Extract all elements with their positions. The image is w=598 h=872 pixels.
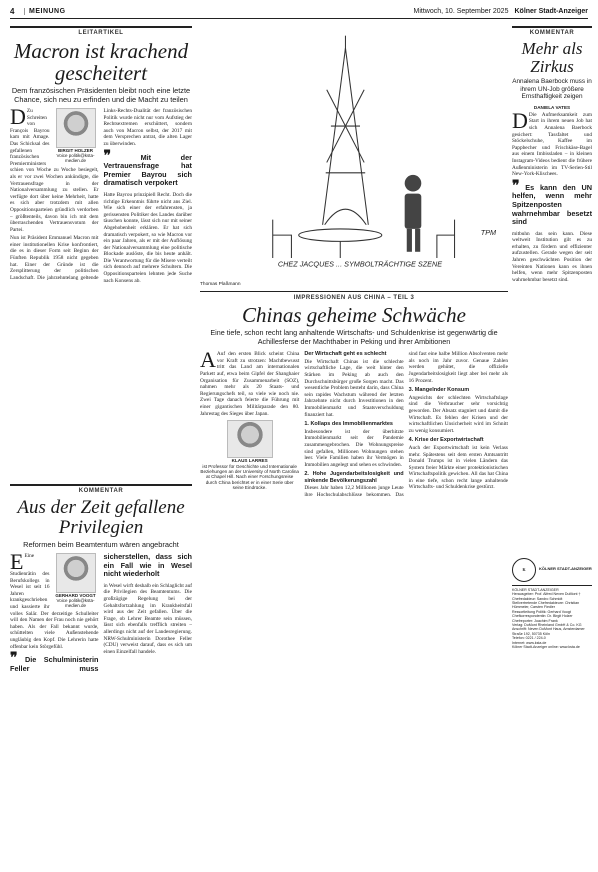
leitartikel-body	[10, 104, 192, 478]
leitartikel-headline: Macron ist krachend gescheitert	[13, 39, 189, 85]
impressum-logo-text: KÖLNER STADT-ANZEIGER	[539, 566, 592, 572]
section-label: MEINUNG	[24, 8, 66, 15]
author-name: DANIELA VATES	[533, 104, 571, 110]
impressum-line: Chefkorrespondentin: Dr. Birgit Holzer	[512, 614, 573, 619]
kommentar-body	[512, 112, 592, 552]
impressum-line: Ressortleitung Politik: Gerhard Voogt	[512, 609, 571, 614]
impressum-line: Telefon: 0221 / 224-0	[512, 636, 546, 641]
cartoon-illustration	[200, 26, 508, 276]
author-role: Voice politik@ksta-medien.de	[56, 153, 95, 163]
paragraph: Eine Studienrätin des Berufskollegs in Wesel ist seit 16 Jahren krankgeschrieben und kassierte ihr volles Salär. Der derzeitige Schulleiter will den Namen der Frau noch nie gehört haben. Als der Fall bekannt wurde, schüttelten viele Außenstehende ungläubig den Kopf. Die Lehrerin hatte offenbar kein Störgefühl.	[10, 553, 99, 650]
paper-name: Kölner Stadt-Anzeiger	[514, 7, 588, 15]
impressum-line: Herausgeber: Prof. Alfred Neven DuMont †	[512, 592, 581, 597]
subhead: 1. Kollaps des Immobilienmarktes	[304, 421, 393, 428]
right-column	[512, 26, 592, 866]
kommentar-headline: Mehr als Zirkus	[521, 39, 583, 76]
paragraph: Auch der Exportwirtschaft ist kein Verlass mehr. Spätestens seit dem ersten Amtsantritt Donald Trumps ist in vielen Ländern das System freier Märkte einer protektionistischen Wirtschaftspolitik gewichen. All das hat China in eine tiefe, schon recht lange anhaltende Wirtschafts- und Schuldenkrise gestürzt.	[408, 444, 508, 491]
china-headline: Chinas geheime Schwäche	[242, 303, 466, 327]
impressum	[512, 558, 592, 650]
subhead: 4. Krise der Exportwirtschaft	[408, 437, 484, 444]
dropcap: A	[200, 347, 216, 373]
paragraph: Die Aufmerksamkeit zum Start in ihrem neuen Job hat sich Annalena Baerbock gesichert: Tassfaltet und Stöckelschuhe, Kaffee im Pappbecher und Frischkäse-Bagel aus einem Imbissladen – in kleinen Instagram-Videos bedient die frühere Außenministerin im TV-Serien-Stil New-York-Klischees.	[512, 111, 592, 178]
impressum-line: Chefredakteur: Sandro Schmidt	[512, 596, 563, 601]
kommentar-teaser: Annalena Baerbock muss in ihrem UN-Job größere Ernsthaftigkeit zeigen	[512, 78, 592, 101]
leitartikel	[10, 26, 192, 478]
seal-logo-icon: K	[512, 558, 536, 582]
quote-mark-icon: ❞	[103, 146, 112, 163]
cartoon-artist-mark: TPM	[480, 228, 497, 238]
china-rubrik: IMPRESSIONEN AUS CHINA – TEIL 3	[200, 291, 508, 301]
impressum-line: KÖLNER STADT-ANZEIGER	[512, 587, 559, 592]
kommentar-headline: Aus der Zeit gefallene Privilegien	[17, 497, 185, 538]
impressum-logo-row	[512, 558, 592, 582]
paragraph: Auf den ersten Blick scheint China vor Kraft zu strotzen: Machtbewusst tritt das Land am internationalen Parkett auf, etwa beim Gipfel der Shanghaier Organisation für Zusammenarbeit (SOZ), nahmen mehr als 20 Staats- und Regierungschefs teil, so viele wie noch nie. Zwei Tage danach feierte die Führung mit einer gigantischen Militärparade den 80. Jahrestag des Sieges über Japan.	[200, 351, 300, 417]
impressum-line: Verlag: DuMont Rheinland GmbH & Co. KG	[512, 623, 582, 628]
page-number: 4	[10, 6, 15, 16]
impressum-line: Internet: www.ksta.de	[512, 640, 547, 645]
pull-quote	[512, 176, 592, 227]
cartoon-caption: Thomas Plaßmann	[200, 282, 241, 287]
author-name: BIRGIT HOLZER	[58, 148, 93, 153]
dropcap: E	[10, 549, 24, 574]
middle-column	[200, 26, 508, 866]
leitartikel-rubrik: LEITARTIKEL	[10, 26, 192, 36]
pull-quote-text: Mit der Vertrauensfrage hat Premier Bayrou sich dramatisch verpokert	[103, 152, 192, 188]
author-name: GERHARD VOOGT	[55, 593, 96, 598]
dropcap: D	[512, 111, 528, 133]
cartoon	[200, 26, 508, 287]
paragraph: Insbesondere ist der überhitzte Immobilienmarkt seit der Pandemie zusammengebrochen. Die Wohnungspreise sind gefallen, Millionen Wohnungen stehen leer. Viele Familien haben ihr Vermögen in Immobilien angelegt und sehen es schwinden.	[304, 428, 404, 468]
paragraph: mitbuhn das sein kann. Diese weltweit Institution gilt es zu erhalten, zu fördern und effizienter aufzustellen. Gerade wegen der seit Jahren geschwächten Position der Vereinten Nationen kann es ihnen helfen, wenn mehr Spitzenposten wahrnehmbar besetzt sind.	[512, 230, 592, 283]
paragraph: Nun ist Präsident Emmanuel Macron mit einer institutionellen Krise konfrontiert, die es in dieser Form seit Beginn der Fünften Republik 1958 nicht gegeben hat. Einer der Gründe ist die Zersplitterung der politischen Landschaft. Die jahrzehntelang geltende Links-Rechts-Dualität der französischen Politik wurde nicht nur vom Aufstieg der Rechtsextremen erschüttert, sondern auch von Macron selbst, der 2017 mit dem Versprechen antrat, die alten Lager zu überwinden.	[10, 108, 192, 281]
china-article	[200, 291, 508, 651]
kommentar-zirkus	[512, 26, 592, 552]
china-body	[200, 347, 508, 651]
author-portrait	[227, 420, 273, 458]
paragraph: Die Wirtschaft Chinas ist die schlechte wirtschaftliche Lage, die weit hinter den Stärken im Peking ab auch den Durchschnittsbürger große Sorgen macht. Das wesentliche Problem besteht darin, dass China sein rapides Wachstum während der letzten Jahrzehnte nicht durch Investitionen in den Immobilienmarkt und Staatsverschuldung finanziert hat.	[304, 358, 404, 418]
page-header	[10, 4, 588, 19]
impressum-line: Chefreporter: Joachim Frank	[512, 618, 558, 623]
kommentar-body	[10, 549, 192, 783]
paragraph: Dieses Jahr haben 12,2 Millionen junge Leute ihre Hochschulabschlüsse bekommen. Das sind fast eine halbe Million Absolventen mehr als noch im Jahr zuvor. Genaue Zahlen werden gehütet, die offizielle Jugendarbeitslosigkeit liegt aber bei mehr als 16 Prozent.	[304, 351, 508, 499]
quote-mark-icon: ❞	[512, 176, 520, 193]
issue-date: Mittwoch, 10. September 2025	[413, 7, 509, 15]
paragraph: Zu Schreiten von François Bayrou kam mit Amage. Das Schicksal des gefallenen französischen Premierministers schien von Woche zu Woche besiegelt, als er vor zwei Wochen ankündigte, die Vertrauensfrage in der Nationalversammlung zu stellen. Er verfügte dort über keine Mehrheit, hatte es sich aber trotzdem mit allen Oppositionsparteien gründlich verdorben – größtenteils, davon bin ich mit dem überraschenden Vertrauensvotum der Partei.	[10, 108, 99, 233]
dropcap: D	[10, 104, 26, 129]
kommentar-rubrik: KOMMENTAR	[10, 484, 192, 494]
impressum-text	[512, 585, 592, 650]
subhead: 3. Mangelnder Konsum	[408, 387, 470, 394]
author-name: KLAUS LARRES	[231, 458, 268, 464]
pull-quote-text: Die Schulministerin Feller muss sicherstellen, dass sich ein Fall wie in Wesel nicht wiederholt	[10, 552, 192, 673]
kommentar-teaser: Reformen beim Beamtentum wären angebracht	[23, 540, 179, 549]
paragraph: in Wesel wirft deshalb ein Schlaglicht auf die Privilegien des Beamtentums. Die großzügige Regelung bei der Gehaltsfortzahlung im Krankheitsfall wird aus der Zeit gefallen. Über die Frage, ob Lehrer Beamte sein müssen, lässt sich ebenfalls trefflich streiten – allerdings nicht auf der Landesregierung. NRW-Schulministerin Dorothee Feller (CDU) verweist darauf, dass es sich um einen Einzelfall handele.	[103, 582, 192, 655]
author-bio: ist Professor für Geschichte und Internationale Beziehungen an der University of North Carolina at Chapel Hill. Nach einer Forschungsreise durch China berichtet er in einer Serie über seine Eindrücke.	[200, 463, 299, 491]
author-portrait	[56, 553, 96, 593]
pull-quote	[103, 146, 193, 188]
kommentar-privilegien	[10, 484, 192, 783]
author-box	[53, 108, 99, 163]
quote-mark-icon: ❞	[10, 649, 18, 666]
subhead: 2. Hohe Jugendarbeitslosigkeit und sinkende Bevölkerungszahl	[304, 471, 404, 484]
left-column	[10, 26, 192, 866]
impressum-line: Anschrift: Neven DuMont Haus, Amsterdamer Straße 192, 50735 Köln	[512, 627, 585, 636]
kommentar-rubrik: KOMMENTAR	[512, 26, 592, 36]
author-box	[53, 553, 99, 608]
author-portrait	[56, 108, 96, 148]
author-box	[200, 420, 299, 490]
author-role: Voice politik@ksta-medien.de	[56, 598, 95, 608]
paragraph: Angesichts der schlechten Wirtschaftslage sind die Verbraucher sehr vorsichtig geworden. Der Absatz stagniert und damit die Wirtschaft. Es fehlen der Krisen und der wirtschaftlichen Unsicherheit wird im Schnitt zu wenig konsumiert.	[408, 394, 508, 434]
impressum-line: Stellvertretende Chefredakteure: Christian Hümmeler, Carsten Fiedler	[512, 601, 580, 610]
china-teaser: Eine tiefe, schon recht lang anhaltende Wirtschafts- und Schuldenkrise ist gegenwärtig die Achillesferse der Machthaber in Peking und ihrer Ambitionen	[210, 328, 498, 346]
cartoon-signature: CHEZ JACQUES ... SYMBOLTRÄCHTIGE SZENE	[277, 259, 443, 269]
impressum-line: Kölner Stadt-Anzeiger online: www.ksta.de	[512, 645, 580, 650]
subhead: Der Wirtschaft geht es schlecht	[304, 351, 387, 358]
pull-quote-text: Es kann den UN helfen, wenn mehr Spitzenposten wahrnehmbar besetzt sind	[512, 182, 592, 227]
leitartikel-teaser: Dem französischen Präsidenten bleibt noch eine letzte Chance, sich neu zu erfinden und die Macht zu teilen	[11, 86, 191, 104]
paragraph: Hatte Bayrou prinzipiell Recht. Doch die richtige Erkenntnis führte nicht ans Ziel. Wie sich einer der erfahrensten, ja gerissensten Politiker des Landes darüber täuschen konnte, lässt sich nur mit seiner Abgehobenheit erklären. Er hat sich dramatisch verpokert, so wie Macron vor ein paar Jahren, als er mit der Auflösung der Nationalversammlung eine politische Blockade auslöste, die bis heute anhält. Die Verantwortung für die Misere verteilt sich dennoch auf mehrere Schultern. Die Oppositionsparteien lehnten jede Suche nach Konsens ab.	[103, 191, 192, 284]
